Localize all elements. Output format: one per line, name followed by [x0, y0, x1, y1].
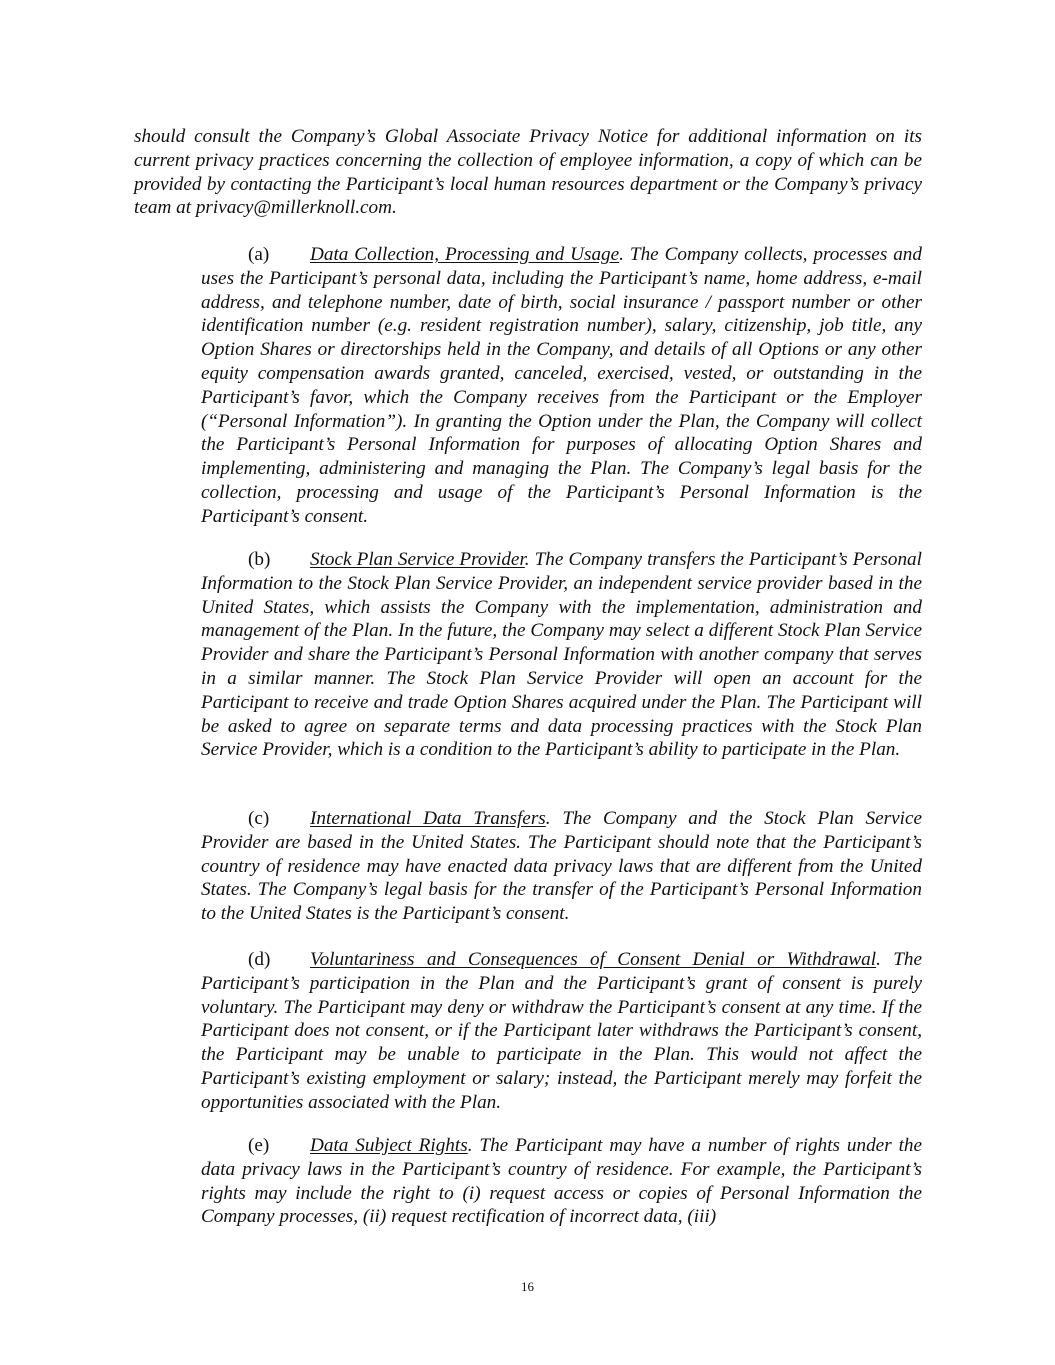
section-c-paragraph	[201, 807, 922, 926]
section-e-heading: Data Subject Rights	[310, 1135, 468, 1156]
section-d-marker: (d)	[248, 949, 271, 970]
section-a-marker: (a)	[248, 244, 270, 265]
section-a-body: . The Company collects, processes and uses the Participant’s personal data, including the Participant’s name, home address, e-mail address, and telephone number, date of birth, social insurance / passport number or other identification number (e.g. resident registration number), salary, citizenship, job title, any Option Shares or directorships held in the Company, and details of all Options or any other equity compensation awards granted, canceled, exercised, vested, or outstanding in the Participant’s favor, which the Company receives from the Participant or the Employer (“Personal Information”). In granting the Option under the Plan, the Company will collect the Participant’s Personal Information for purposes of allocating Option Shares and implementing, administering and managing the Plan. The Company’s legal basis for the collection, processing and usage of the Participant’s Personal Information is the Participant’s consent.	[201, 244, 922, 527]
section-c-marker: (c)	[248, 808, 270, 829]
page-number: 16	[521, 1279, 534, 1294]
section-d-heading: Voluntariness and Consequences of Consent Denial or Withdrawal	[310, 949, 877, 970]
section-b-heading: Stock Plan Service Provider	[310, 549, 525, 570]
section-b-paragraph	[201, 548, 922, 762]
section-a-paragraph	[201, 243, 922, 529]
section-a-heading: Data Collection, Processing and Usage	[310, 244, 620, 265]
section-b-marker: (b)	[248, 549, 271, 570]
section-d-paragraph	[201, 948, 922, 1115]
section-e-body: . The Participant may have a number of rights under the data privacy laws in the Participant’s country of residence. For example, the Participant’s rights may include the right to (i) request access or copies of Personal Information the Company processes, (ii) request rectification of incorrect data, (iii)	[201, 1135, 923, 1228]
section-e-marker: (e)	[248, 1135, 270, 1156]
intro-paragraph: should consult the Company’s Global Associate Privacy Notice for additional information on its current privacy practices concerning the collection of employee information, a copy of which can be provided by contacting the Participant’s local human resources department or the Company’s privacy team at privacy@millerknoll.com.	[134, 126, 922, 219]
section-d-body: . The Participant’s participation in the Plan and the Participant’s grant of consent is purely voluntary. The Participant may deny or withdraw the Participant’s consent at any time. If the Participant does not consent, or if the Participant later withdraws the Participant’s consent, the Participant may be unable to participate in the Plan. This would not affect the Participant’s existing employment or salary; instead, the Participant merely may forfeit the opportunities associated with the Plan.	[201, 949, 922, 1113]
section-e-paragraph	[201, 1134, 922, 1229]
section-c-heading: International Data Transfers	[310, 808, 546, 829]
section-b-body: . The Company transfers the Participant’s Personal Information to the Stock Plan Service Provider, an independent service provider based in the United States, which assists the Company with the implementation, administration and management of the Plan. In the future, the Company may select a different Stock Plan Service Provider and share the Participant’s Personal Information with another company that serves in a similar manner. The Stock Plan Service Provider will open an account for the Participant to receive and trade Option Shares acquired under the Plan. The Participant will be asked to agree on separate terms and data processing practices with the Stock Plan Service Provider, which is a condition to the Participant’s ability to participate in the Plan.	[201, 549, 922, 761]
section-c-body: . The Company and the Stock Plan Service Provider are based in the United States. The Participant should note that the Participant’s country of residence may have enacted data privacy laws that are different from the United States. The Company’s legal basis for the transfer of the Participant’s Personal Information to the United States is the Participant’s consent.	[201, 808, 922, 925]
